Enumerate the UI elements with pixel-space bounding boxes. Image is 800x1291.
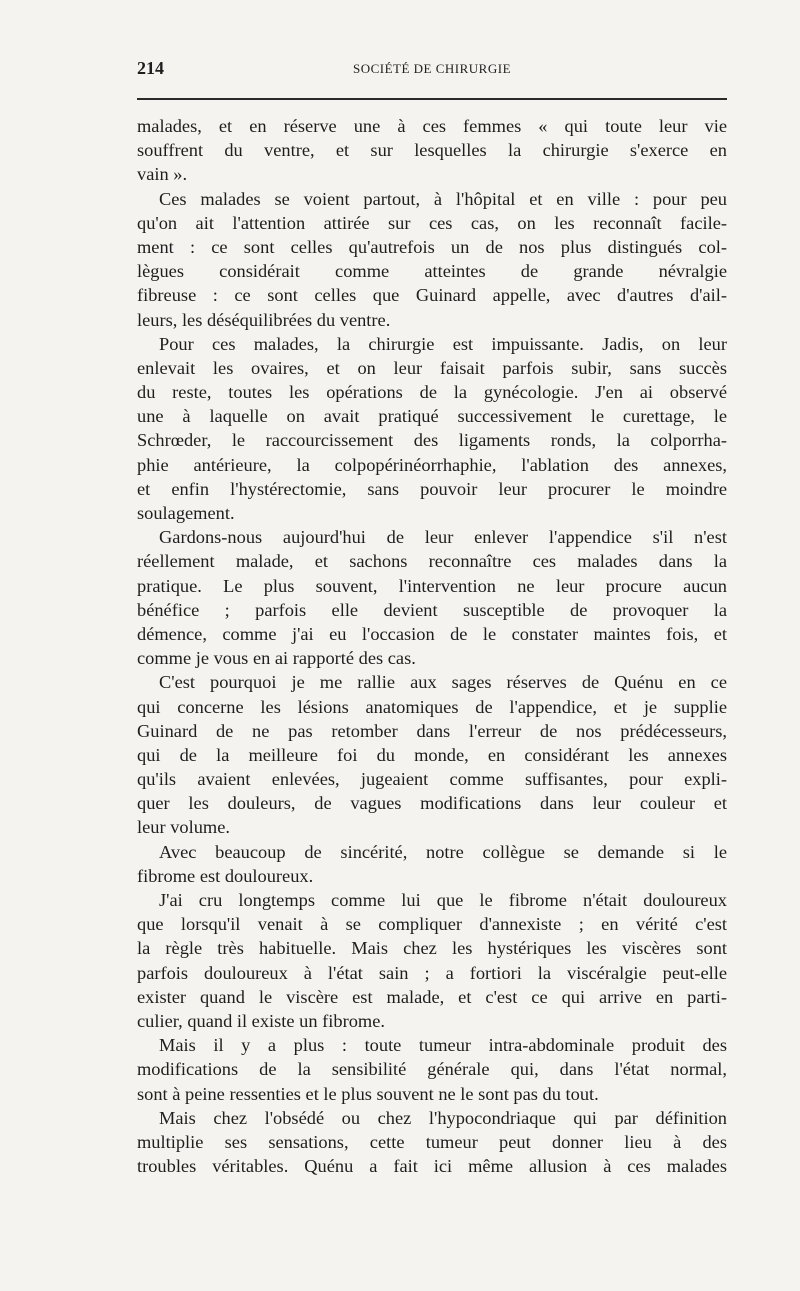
text-line: J'ai cru longtemps comme lui que le fibrome n'était douloureux: [159, 890, 727, 910]
text-line: que lorsqu'il venait à se compliquer d'annexiste ; en vérité c'est: [137, 914, 727, 935]
text-line: leurs, les déséquilibrées du ventre.: [137, 309, 391, 330]
text-line: vain ».: [137, 164, 188, 185]
text-line: du reste, toutes les opérations de la gynécologie. J'en ai observé: [137, 382, 727, 403]
running-title: SOCIÉTÉ DE CHIRURGIE: [352, 61, 512, 76]
text-line: Avec beaucoup de sincérité, notre collègue se demande si le: [159, 841, 727, 862]
text-line: modifications de la sensibilité générale qui, dans l'état normal,: [137, 1059, 727, 1080]
header-rule: [137, 98, 727, 100]
text-line: lègues considérait comme atteintes de grande névralgie: [137, 261, 727, 282]
text-line: exister quand le viscère est malade, et c'est ce qui arrive en parti-: [137, 986, 727, 1007]
text-line: malades, et en réserve une à ces femmes « qui toute leur vie: [137, 116, 727, 136]
text-line: multiplie ses sensations, cette tumeur peut donner lieu à des: [137, 1131, 727, 1152]
text-line: Schrœder, le raccourcissement des ligaments ronds, la colporrha-: [137, 430, 727, 451]
text-line: culier, quand il existe un fibrome.: [137, 1010, 385, 1031]
text-line: et enfin l'hystérectomie, sans pouvoir leur procurer le moindre: [137, 478, 727, 499]
text-line: enlevait les ovaires, et on leur faisait parfois subir, sans succès: [137, 357, 727, 378]
text-line: quer les douleurs, de vagues modifications dans leur couleur et: [137, 793, 727, 814]
text-line: sont à peine ressenties et le plus souvent ne le sont pas du tout.: [137, 1083, 599, 1104]
text-line: parfois douloureux à l'état sain ; a fortiori la viscéralgie peut-elle: [137, 962, 727, 983]
text-line: fibreuse : ce sont celles que Guinard appelle, avec d'autres d'ail-: [137, 285, 727, 306]
text-line: soulagement.: [137, 503, 235, 523]
body-text: [137, 114, 727, 1178]
text-line: souffrent du ventre, et sur lesquelles la chirurgie s'exerce en: [137, 140, 727, 161]
text-line: Ces malades se voient partout, à l'hôpital et en ville : pour peu: [159, 188, 727, 209]
text-line: qu'ils avaient enlevées, jugeaient comme suffisantes, pour expli-: [137, 769, 727, 790]
text-line: une à laquelle on avait pratiqué successivement le curettage, le: [137, 406, 727, 427]
text-line: Guinard de ne pas retomber dans l'erreur de nos prédécesseurs,: [137, 720, 727, 741]
text-line: réellement malade, et sachons reconnaître ces malades dans la: [137, 551, 727, 572]
text-line: Gardons-nous aujourd'hui de leur enlever l'appendice s'il n'est: [159, 527, 727, 548]
text-line: Mais chez l'obsédé ou chez l'hypocondriaque qui par définition: [159, 1107, 727, 1128]
text-line: qu'on ait l'attention attirée sur ces cas, on les reconnaît facile-: [137, 212, 727, 233]
text-line: fibrome est douloureux.: [137, 865, 314, 886]
text-line: leur volume.: [137, 817, 230, 838]
text-line: bénéfice ; parfois elle devient susceptible de provoquer la: [137, 599, 727, 620]
text-line: qui de la meilleure foi du monde, en considérant les annexes: [137, 744, 727, 765]
text-line: troubles véritables. Quénu a fait ici même allusion à ces malades: [137, 1156, 727, 1177]
text-line: Mais il y a plus : toute tumeur intra-abdominale produit des: [159, 1035, 727, 1056]
text-line: phie antérieure, la colpopérinéorrhaphie, l'ablation des annexes,: [137, 454, 727, 475]
page-header: [137, 58, 727, 82]
text-line: qui concerne les lésions anatomiques de l'appendice, et je supplie: [137, 696, 727, 717]
page-number: 214: [137, 58, 164, 78]
text-line: la règle très habituelle. Mais chez les hystériques les viscères sont: [137, 938, 727, 959]
text-line: comme je vous en ai rapporté des cas.: [137, 648, 416, 669]
text-line: Pour ces malades, la chirurgie est impuissante. Jadis, on leur: [159, 333, 727, 354]
text-line: démence, comme j'ai eu l'occasion de le constater maintes fois, et: [137, 623, 727, 644]
text-line: C'est pourquoi je me rallie aux sages réserves de Quénu en ce: [159, 672, 727, 693]
text-line: ment : ce sont celles qu'autrefois un de nos plus distingués col-: [137, 236, 727, 257]
text-line: pratique. Le plus souvent, l'intervention ne leur procure aucun: [137, 575, 727, 596]
